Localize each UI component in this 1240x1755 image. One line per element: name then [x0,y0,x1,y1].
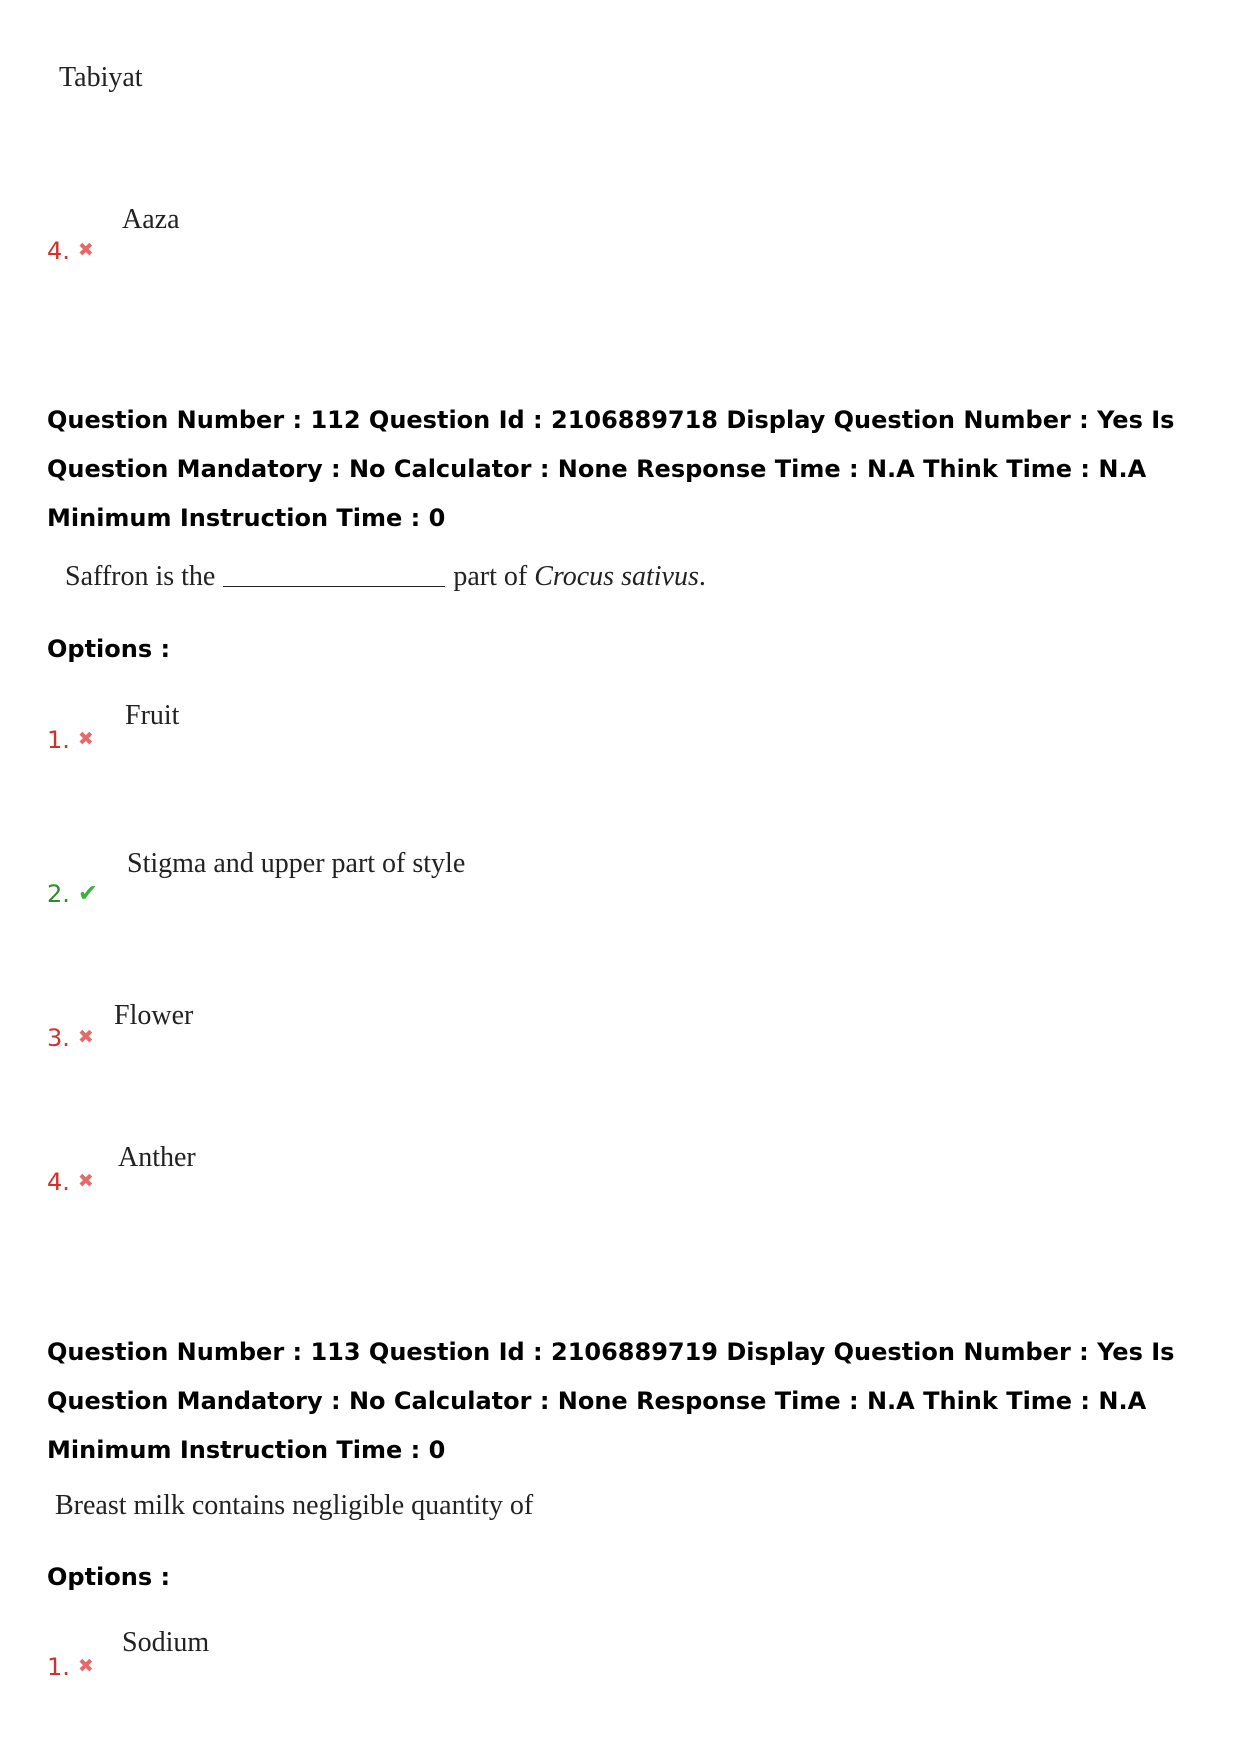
option-text: Anther [118,1142,196,1173]
stem-text: . [698,561,706,592]
option-marker [47,237,94,265]
option-number: 3. [47,1024,70,1052]
species-name: Crocus sativus [534,561,699,592]
fill-blank [223,564,445,587]
question-meta: Question Number : 113 Question Id : 2106889719 Display Question Number : Yes Is Question Mandatory : No Calculator : None Response Time : N.A Think Time : N.A Minimum Instruction Time : 0 [47,1338,1175,1464]
option-marker [47,1024,94,1052]
option-marker [47,879,98,908]
option-text: Flower [114,1000,194,1031]
option-text: Stigma and upper part of style [127,848,466,879]
cross-icon: ✖ [77,1655,94,1677]
option-marker [47,726,94,754]
option-number: 1. [47,726,70,754]
options-label: Options : [47,1563,171,1591]
cross-icon: ✖ [77,728,94,750]
cross-icon: ✖ [77,1026,94,1048]
option-text: Fruit [125,700,180,731]
option-number: 4. [47,1168,70,1196]
stem-text: Saffron is the [65,561,216,592]
option-number: 2. [47,880,70,908]
cross-icon: ✖ [77,1170,94,1192]
option-text: Sodium [122,1627,210,1658]
option-number: 1. [47,1653,70,1681]
question-meta: Question Number : 112 Question Id : 2106889718 Display Question Number : Yes Is Question Mandatory : No Calculator : None Response Time : N.A Think Time : N.A Minimum Instruction Time : 0 [47,406,1175,532]
option-text: Aaza [122,204,180,235]
stem-text: part of [453,561,528,592]
options-label: Options : [47,635,171,663]
option-number: 4. [47,237,70,265]
question-stem [65,561,706,593]
option-marker [47,1653,94,1681]
option-text: Tabiyat [59,62,143,93]
check-icon: ✔ [77,879,99,907]
cross-icon: ✖ [77,239,94,261]
question-stem: Breast milk contains negligible quantity of [55,1490,534,1521]
option-marker [47,1168,94,1196]
